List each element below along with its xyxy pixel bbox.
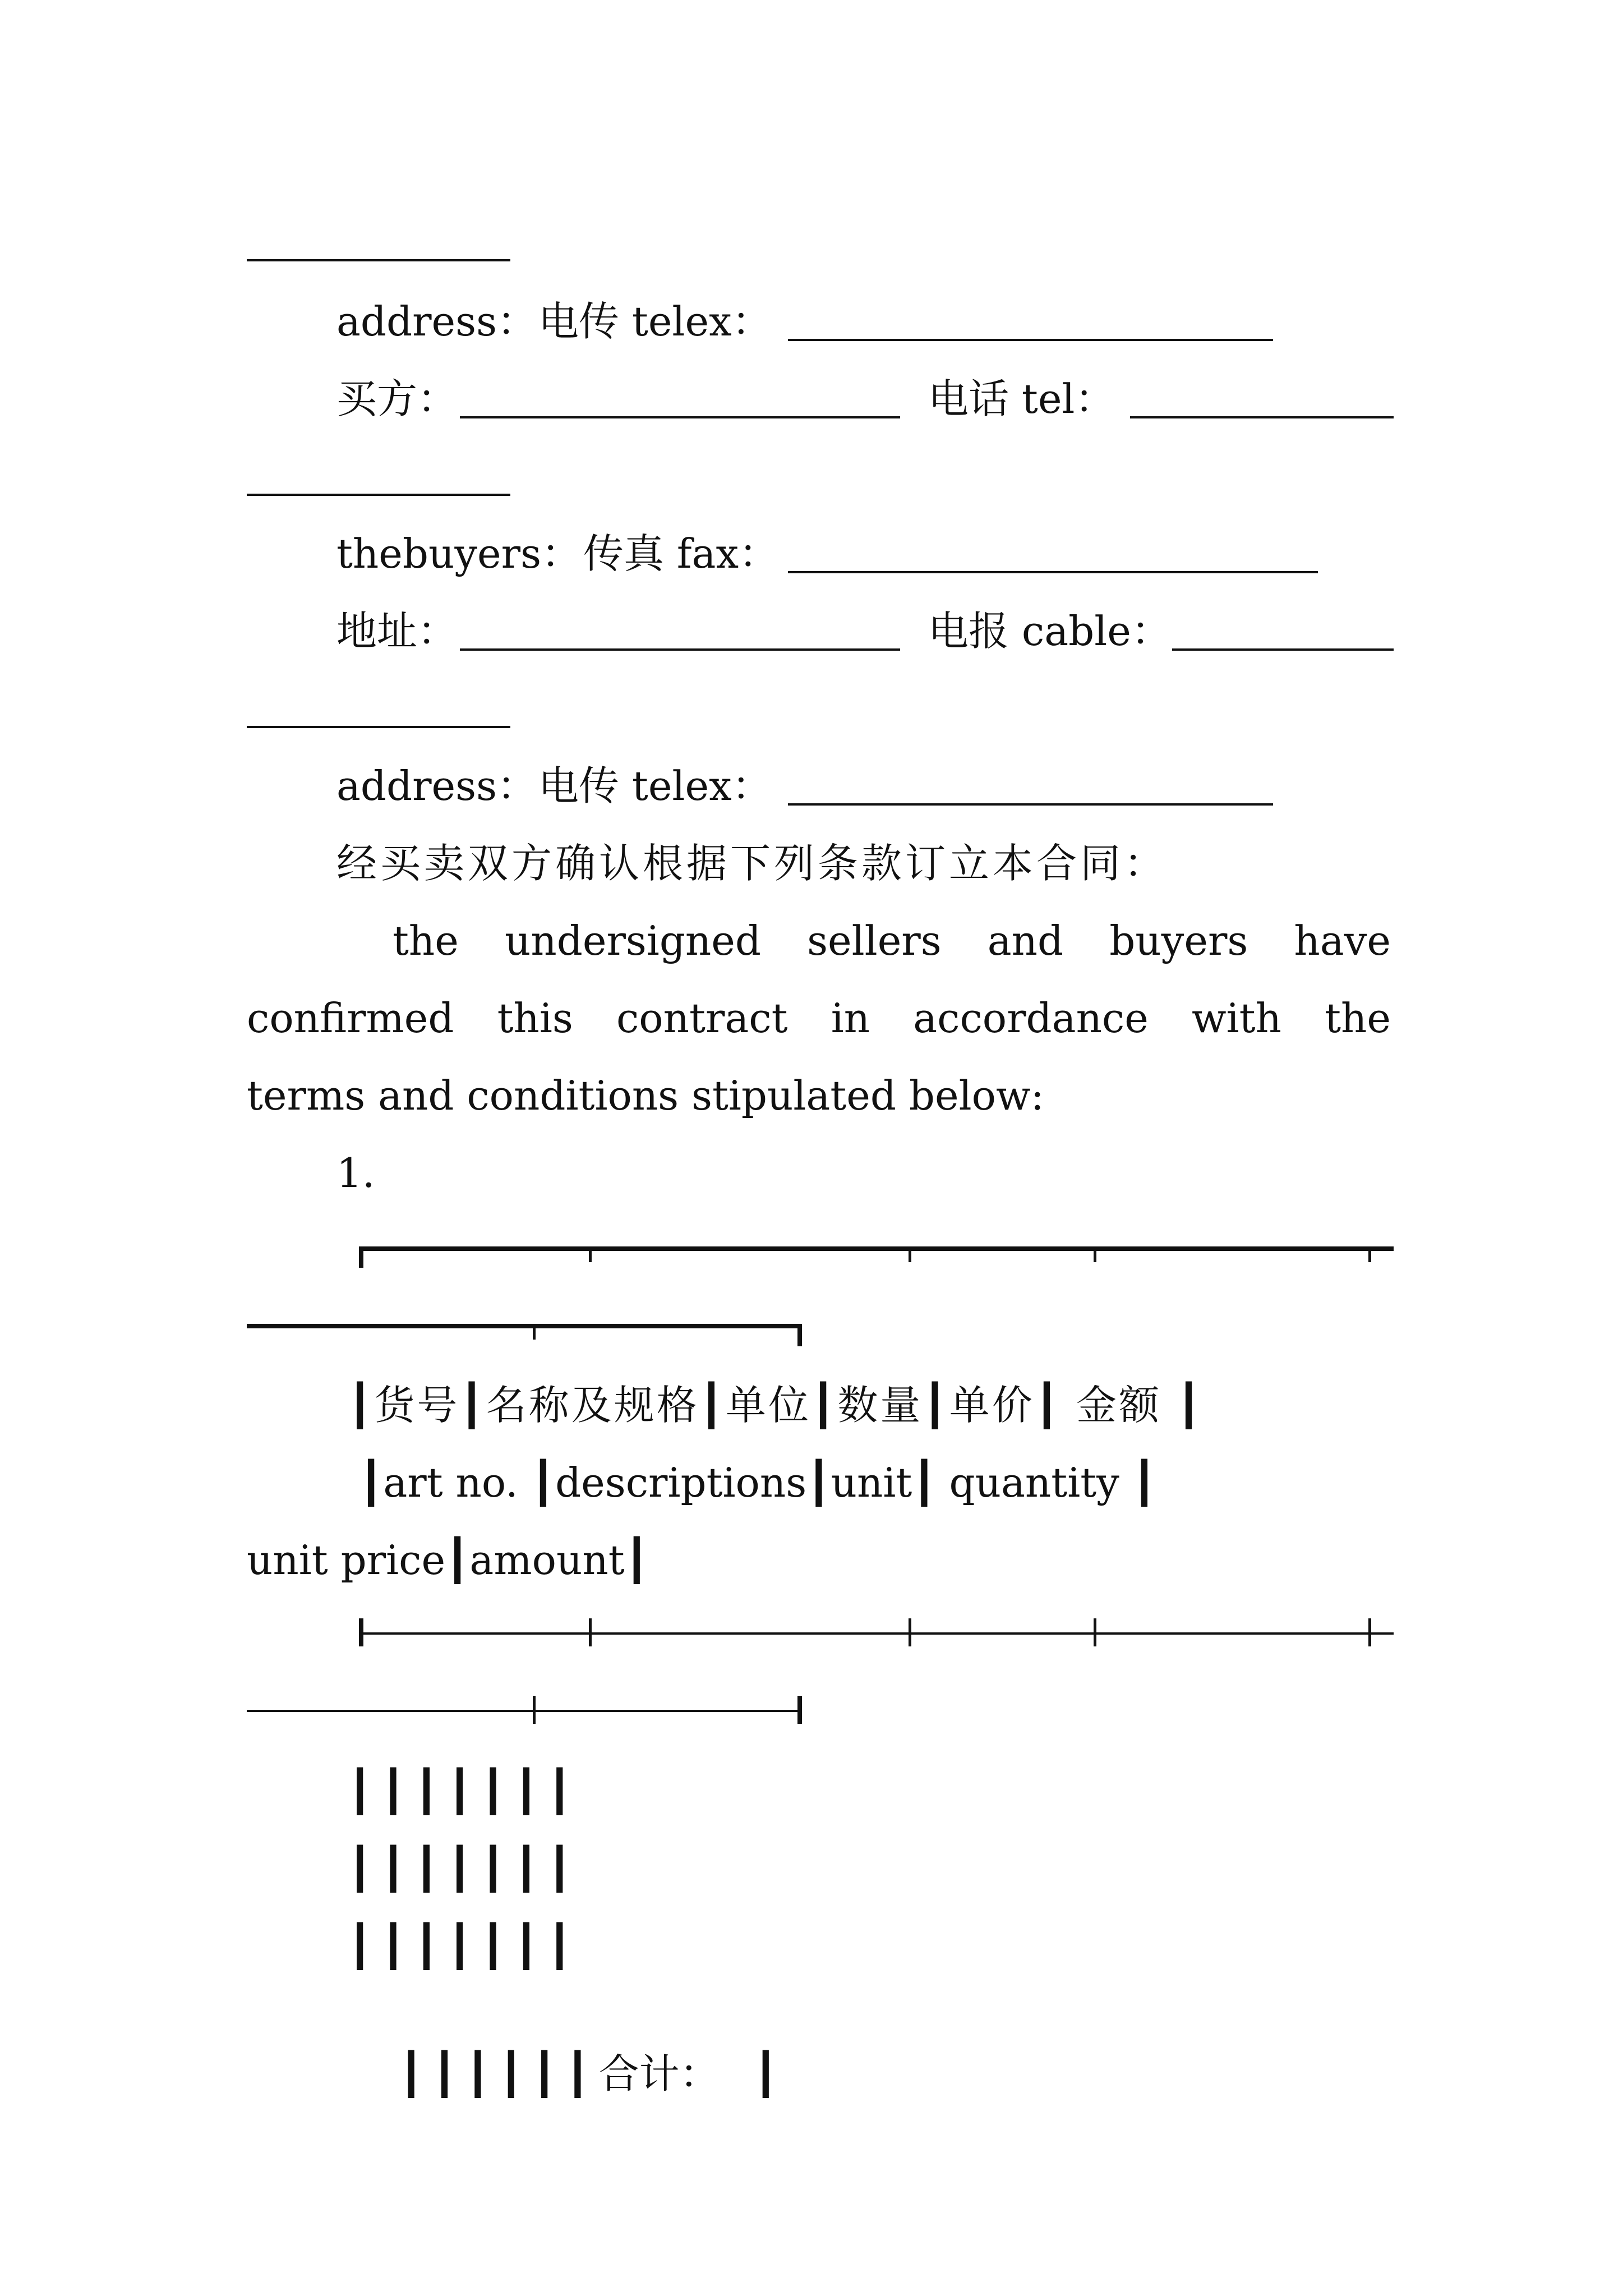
blank-line <box>247 726 510 728</box>
table-edge <box>797 1696 802 1724</box>
total-row-end: ┃ <box>753 2050 787 2097</box>
table-total-row <box>348 1998 787 2150</box>
table-cross <box>909 1618 911 1646</box>
table-header-english: ┃art no. ┃descriptions┃unit┃ quantity ┃ <box>359 1459 1157 1506</box>
table-tick <box>909 1246 911 1262</box>
blank-line <box>247 494 510 496</box>
total-row-cells: ┃┃┃┃┃┃ <box>399 2050 599 2097</box>
seller-address-label: address： <box>336 298 538 345</box>
blank-line <box>247 259 510 261</box>
table-tick <box>1368 1246 1371 1262</box>
table-tick <box>1094 1246 1096 1262</box>
table-header-chinese: ┃货号┃名称及规格┃单位┃数量┃单价┃ 金额 ┃ <box>348 1382 1204 1429</box>
buyer-fax-label: 传真 fax： <box>583 530 780 577</box>
table-cross <box>1094 1618 1096 1646</box>
thebuyers-label: thebuyers： <box>336 530 582 577</box>
clause-number: 1. <box>336 1149 375 1197</box>
table-row: ┃┃┃┃┃┃┃ <box>348 1922 581 1970</box>
seller-telex-label: 电传 telex： <box>538 298 772 345</box>
table-top-border-cont <box>247 1324 802 1328</box>
intro-english-line1: the undersigned sellers and buyers have <box>393 917 1391 964</box>
table-row: ┃┃┃┃┃┃┃ <box>348 1767 581 1815</box>
table-tick <box>533 1324 536 1340</box>
total-label: 合计： <box>598 2050 720 2097</box>
buyer-fax-field[interactable] <box>788 571 1318 573</box>
table-top-border <box>359 1246 1394 1251</box>
buyer-address-cn-label: 地址： <box>336 608 458 655</box>
buyer-address-field[interactable] <box>460 648 900 651</box>
table-edge <box>359 1618 363 1646</box>
buyer-name-field[interactable] <box>460 416 900 418</box>
buyer-cable-label: 电报 cable： <box>928 608 1172 655</box>
buyer-cable-field[interactable] <box>1172 648 1394 651</box>
table-tick <box>589 1246 592 1262</box>
seller-telex-field[interactable] <box>788 339 1273 341</box>
buyer-label: 买方： <box>336 375 458 422</box>
intro-english-line2: confirmed this contract in accordance with the <box>247 995 1391 1042</box>
table-cross <box>1368 1618 1371 1646</box>
table-corner <box>359 1246 363 1268</box>
table-header-english-cont: unit price┃amount┃ <box>247 1536 649 1584</box>
table-row: ┃┃┃┃┃┃┃ <box>348 1844 581 1892</box>
buyer-address-label: address： <box>336 762 538 809</box>
table-header-separator-cont <box>247 1710 802 1712</box>
table-cross <box>589 1618 592 1646</box>
intro-chinese: 经买卖双方确认根据下列条款订立本合同： <box>336 840 1168 887</box>
table-corner <box>797 1324 802 1346</box>
intro-english-line3: terms and conditions stipulated below: <box>247 1072 1044 1119</box>
buyer-tel-field[interactable] <box>1130 416 1394 418</box>
buyer-telex-label: 电传 telex： <box>538 762 772 809</box>
buyer-telex-field[interactable] <box>788 803 1273 806</box>
buyer-tel-label: 电话 tel： <box>928 375 1115 422</box>
table-cross <box>533 1696 536 1724</box>
table-header-separator <box>359 1632 1394 1635</box>
